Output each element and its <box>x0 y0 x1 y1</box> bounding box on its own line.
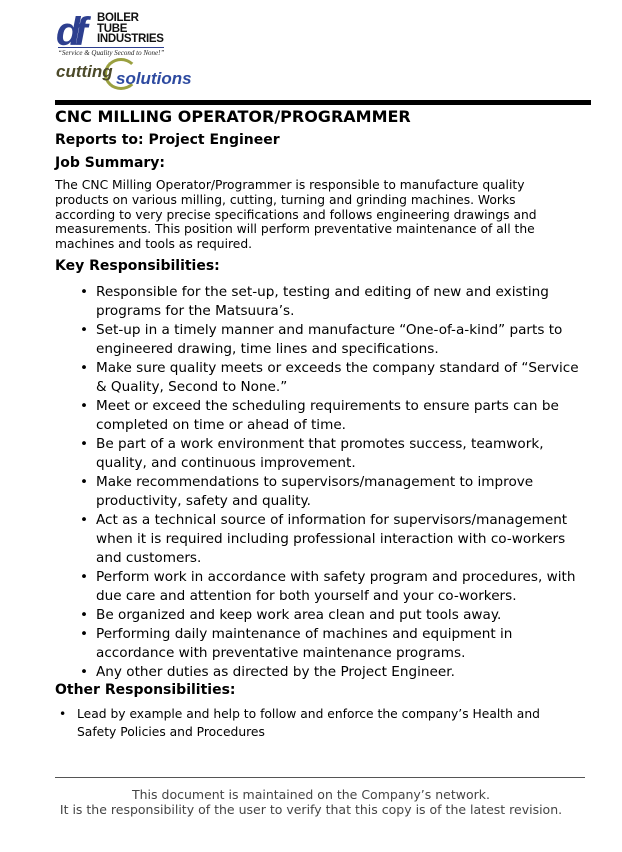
list-item-line: Set-up in a timely manner and manufacture “One-of-a-kind” parts to <box>96 322 563 338</box>
list-item <box>55 321 579 359</box>
list-item-line: Act as a technical source of information for supervisors/management <box>96 512 568 528</box>
bullet-icon: • <box>80 664 89 680</box>
bullet-icon: • <box>80 569 89 585</box>
list-item-line: completed on time or ahead of time. <box>96 417 347 433</box>
list-item <box>55 359 579 397</box>
list-item-line: Responsible for the set-up, testing and editing of new and existing <box>96 284 549 300</box>
list-item <box>55 625 579 663</box>
list-item-line: Be organized and keep work area clean and put tools away. <box>96 607 502 623</box>
list-item-line: when it is required including professional interaction with co-workers <box>96 531 566 547</box>
summary-line: The CNC Milling Operator/Programmer is responsible to manufacture quality <box>55 178 525 192</box>
job-summary-heading: Job Summary: <box>55 155 166 171</box>
list-item <box>55 705 540 741</box>
summary-line: machines and tools as required. <box>55 237 253 252</box>
list-item-line: Perform work in accordance with safety program and procedures, with <box>96 569 576 585</box>
logo-initials: df <box>56 10 82 54</box>
bullet-icon: • <box>80 398 89 414</box>
bullet-icon: • <box>80 284 89 300</box>
bullet-icon: • <box>59 707 67 721</box>
bullet-icon: • <box>80 626 89 642</box>
list-item-line: Make sure quality meets or exceeds the company standard of “Service <box>96 360 579 376</box>
summary-line: according to very precise specifications and follows engineering drawings and <box>55 207 537 222</box>
other-responsibilities-list <box>55 705 540 741</box>
key-responsibilities-heading: Key Responsibilities: <box>55 258 220 274</box>
key-responsibilities-list <box>55 283 579 682</box>
logo-company-name <box>97 13 164 45</box>
bullet-icon: • <box>80 436 89 452</box>
cutting-solutions-logo <box>56 58 216 92</box>
list-item <box>55 663 579 682</box>
list-item-line: quality, and continuous improvement. <box>96 455 356 471</box>
list-item-line: Make recommendations to supervisors/management to improve <box>96 474 534 490</box>
footer-line: It is the responsibility of the user to verify that this copy is of the latest revision. <box>59 802 563 817</box>
list-item <box>55 511 579 568</box>
list-item <box>55 473 579 511</box>
list-item <box>55 283 579 321</box>
list-item-line: Safety Policies and Procedures <box>77 725 265 739</box>
list-item-line: Any other duties as directed by the Project Engineer. <box>96 664 455 680</box>
list-item <box>55 435 579 473</box>
footer-rule <box>55 777 585 778</box>
list-item-line: due care and attention for both yourself and your co-workers. <box>96 588 517 604</box>
boiler-tube-industries-logo <box>56 12 176 58</box>
logo-word: solutions <box>116 69 192 88</box>
list-item-line: Meet or exceed the scheduling requirements to ensure parts can be <box>96 398 559 414</box>
bullet-icon: • <box>80 322 89 338</box>
list-item-line: Lead by example and help to follow and enforce the company’s Health and <box>77 707 540 721</box>
summary-line: products on various milling, cutting, turning and grinding machines. Works <box>55 192 516 207</box>
footer-line: This document is maintained on the Company’s network. <box>132 787 490 802</box>
bullet-icon: • <box>80 607 89 623</box>
list-item-line: programs for the Matsuura’s. <box>96 303 295 319</box>
list-item <box>55 568 579 606</box>
list-item <box>55 606 579 625</box>
job-summary-text <box>55 178 537 252</box>
list-item-line: and customers. <box>96 550 202 566</box>
bullet-icon: • <box>80 512 89 528</box>
list-item-line: Be part of a work environment that promotes success, teamwork, <box>96 436 544 452</box>
page-title: CNC MILLING OPERATOR/PROGRAMMER <box>55 107 411 126</box>
list-item-line: productivity, safety and quality. <box>96 493 311 509</box>
summary-line: measurements. This position will perform preventative maintenance of all the <box>55 222 535 237</box>
list-item-line: Performing daily maintenance of machines and equipment in <box>96 626 513 642</box>
reports-to: Reports to: Project Engineer <box>55 132 280 148</box>
other-responsibilities-heading: Other Responsibilities: <box>55 682 236 698</box>
list-item-line: & Quality, Second to None.” <box>96 379 288 395</box>
header-rule <box>55 100 591 105</box>
bullet-icon: • <box>80 360 89 376</box>
bullet-icon: • <box>80 474 89 490</box>
list-item-line: accordance with preventative maintenance programs. <box>96 645 466 661</box>
list-item <box>55 397 579 435</box>
logo-tagline: “Service & Quality Second to None!” <box>58 49 165 57</box>
logo-line: BOILER <box>97 12 139 24</box>
logo-word: cutting <box>56 62 113 81</box>
logo-line: INDUSTRIES <box>97 33 164 45</box>
logo-line: TUBE <box>97 22 128 35</box>
list-item-line: engineered drawing, time lines and specifications. <box>96 341 439 357</box>
